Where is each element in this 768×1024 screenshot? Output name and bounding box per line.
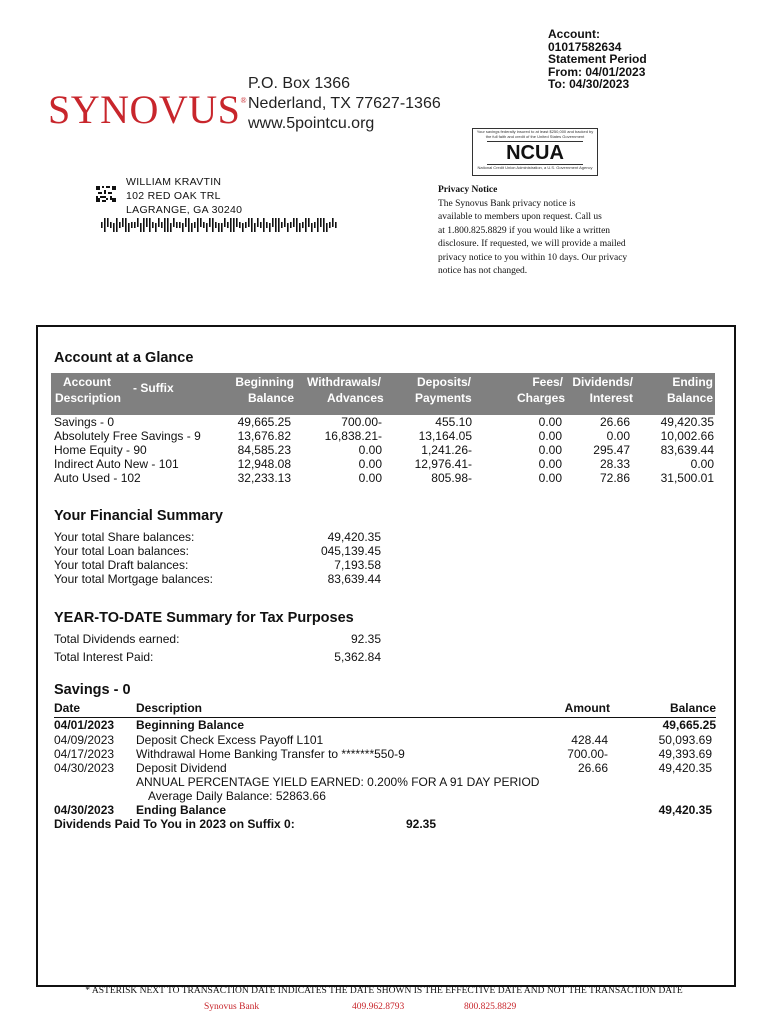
glance-cell-dividends: 72.86	[599, 471, 630, 485]
glance-cell-withdrawals: 0.00	[358, 471, 382, 485]
glance-row	[54, 471, 716, 485]
bank-website[interactable]: www.5pointcu.org	[248, 115, 375, 132]
glance-cell-ending: 10,002.66	[660, 429, 714, 443]
beginning-balance: 49,665.25	[662, 718, 716, 732]
glance-cell-fees: 0.00	[538, 457, 562, 471]
transaction-amount: 700.00-	[567, 747, 608, 761]
col-suffix: - Suffix	[133, 381, 174, 395]
glance-cell-withdrawals: 0.00	[358, 457, 382, 471]
savings-col-amount: Amount	[564, 701, 610, 715]
transaction-row	[54, 761, 716, 775]
financial-summary-value: 7,193.58	[334, 558, 381, 572]
glance-cell-beginning: 49,665.25	[237, 415, 291, 429]
glance-cell-beginning: 32,233.13	[237, 471, 291, 485]
glance-row	[54, 429, 716, 443]
glance-cell-deposits: 805.98-	[431, 471, 472, 485]
transaction-balance: 49,420.35	[658, 761, 712, 775]
col-beginning-1: Beginning	[235, 375, 294, 389]
privacy-title: Privacy Notice	[438, 185, 498, 195]
glance-cell-name: Savings - 0	[54, 415, 115, 429]
member-address	[126, 175, 242, 217]
transaction-description: Deposit Dividend	[136, 761, 227, 775]
account-header	[548, 28, 647, 91]
financial-summary-value: 49,420.35	[327, 530, 381, 544]
glance-cell-deposits: 455.10	[435, 415, 472, 429]
footer-phone-tollfree[interactable]: 800.825.8829	[464, 1002, 517, 1012]
financial-summary-row	[54, 572, 716, 586]
ytd-label: Total Interest Paid:	[54, 650, 154, 664]
ytd-row	[54, 650, 716, 664]
financial-summary-row	[54, 558, 716, 572]
glance-cell-dividends: 28.33	[599, 457, 630, 471]
privacy-line: available to members upon request. Call us	[438, 212, 602, 222]
glance-cell-ending: 83,639.44	[660, 443, 714, 457]
glance-cell-name: Home Equity - 90	[54, 443, 147, 457]
privacy-line: disclosure. If requested, we will provide a mailed	[438, 239, 626, 249]
col-ending-2: Balance	[666, 391, 713, 405]
beginning-balance-row	[54, 718, 716, 732]
glance-cell-dividends: 295.47	[593, 443, 630, 457]
ending-date: 04/30/2023	[54, 803, 115, 817]
glance-cell-deposits: 12,976.41-	[414, 457, 472, 471]
privacy-notice	[438, 184, 658, 279]
privacy-line: The Synovus Bank privacy notice is	[438, 198, 576, 209]
savings-header-row	[54, 701, 716, 715]
financial-summary-label: Your total Draft balances:	[54, 558, 189, 572]
transaction-balance: 49,393.69	[658, 747, 712, 761]
glance-cell-dividends: 0.00	[606, 429, 630, 443]
glance-cell-beginning: 12,948.08	[237, 457, 291, 471]
col-beginning-2: Balance	[247, 391, 294, 405]
glance-cell-withdrawals: 16,838.21-	[324, 429, 382, 443]
bank-address	[248, 74, 441, 134]
glance-cell-beginning: 13,676.82	[237, 429, 291, 443]
transaction-description: Withdrawal Home Banking Transfer to *******550-9	[136, 747, 405, 761]
ncua-logo: NCUA	[487, 141, 583, 165]
glance-cell-dividends: 26.66	[599, 415, 630, 429]
member-city: LAGRANGE, GA 30240	[126, 204, 243, 216]
financial-summary-label: Your total Loan balances:	[54, 544, 189, 558]
qr-code-icon	[96, 186, 116, 202]
glance-cell-withdrawals: 700.00-	[341, 415, 382, 429]
savings-col-date: Date	[54, 701, 81, 715]
glance-row	[54, 443, 716, 457]
col-fees-2: Charges	[516, 391, 565, 405]
footer-bank-name: Synovus Bank	[204, 1002, 260, 1012]
privacy-line: notice has not changed.	[438, 266, 528, 276]
col-deposits-1: Deposits/	[417, 375, 472, 389]
dividends-paid-label: Dividends Paid To You in 2023 on Suffix 0:	[54, 817, 295, 831]
transaction-amount: 26.66	[577, 761, 608, 775]
period-from: From: 04/01/2023	[548, 64, 646, 79]
col-account: Account	[63, 375, 111, 389]
glance-cell-name: Absolutely Free Savings - 9	[54, 429, 201, 443]
member-name: WILLIAM KRAVTIN	[126, 176, 222, 188]
transaction-date: 04/09/2023	[54, 733, 115, 747]
glance-cell-deposits: 13,164.05	[418, 429, 472, 443]
glance-cell-fees: 0.00	[538, 429, 562, 443]
account-label: Account:	[548, 27, 600, 41]
transaction-row	[54, 747, 716, 761]
ending-balance: 49,420.35	[658, 803, 712, 817]
glance-cell-fees: 0.00	[538, 415, 562, 429]
glance-cell-fees: 0.00	[538, 443, 562, 457]
transaction-balance: 50,093.69	[658, 733, 712, 747]
footer-phone-local[interactable]: 409.962.8793	[352, 1002, 405, 1012]
privacy-line: privacy notice to you within 10 days. Our privacy	[438, 252, 628, 263]
savings-col-balance: Balance	[669, 701, 716, 715]
ending-label: Ending Balance	[136, 803, 227, 817]
financial-summary-value: 045,139.45	[320, 544, 381, 558]
glance-cell-ending: 0.00	[690, 457, 714, 471]
ytd-label: Total Dividends earned:	[54, 632, 180, 646]
avg-balance-line: Average Daily Balance: 52863.66	[148, 789, 326, 803]
glance-cell-deposits: 1,241.26-	[421, 443, 472, 457]
financial-summary-label: Your total Mortgage balances:	[54, 572, 213, 586]
glance-cell-fees: 0.00	[538, 471, 562, 485]
postal-barcode-icon	[100, 218, 344, 232]
glance-cell-ending: 49,420.35	[660, 415, 714, 429]
transaction-date: 04/30/2023	[54, 761, 115, 775]
beginning-date: 04/01/2023	[54, 718, 115, 732]
glance-row	[54, 457, 716, 471]
po-box: P.O. Box 1366	[248, 75, 350, 92]
glance-cell-name: Auto Used - 102	[54, 471, 141, 485]
transaction-row	[54, 733, 716, 747]
col-withdrawals-2: Advances	[327, 391, 384, 405]
col-deposits-2: Payments	[415, 391, 472, 405]
beginning-label: Beginning Balance	[136, 718, 245, 732]
col-description: Description	[55, 391, 122, 405]
ncua-badge	[472, 128, 598, 176]
ytd-value: 92.35	[350, 632, 381, 646]
period-to: To: 04/30/2023	[548, 77, 630, 91]
col-ending-1: Ending	[672, 375, 713, 389]
financial-summary-row	[54, 544, 716, 558]
glance-cell-ending: 31,500.01	[660, 471, 714, 485]
ytd-value: 5,362.84	[334, 650, 381, 664]
savings-col-description: Description	[136, 701, 203, 715]
financial-summary-row	[54, 530, 716, 544]
statement-period-label: Statement Period	[548, 52, 647, 66]
asterisk-note: * ASTERISK NEXT TO TRANSACTION DATE INDICATES THE DATE SHOWN IS THE EFFECTIVE DATE AND NOT THE TRANSACTION DATE	[85, 986, 683, 996]
ytd-row	[54, 632, 716, 646]
bank-city: Nederland, TX 77627-1366	[248, 95, 441, 112]
logo-text: SYNOVUS	[48, 87, 241, 132]
apy-line: ANNUAL PERCENTAGE YIELD EARNED: 0.200% FOR A 91 DAY PERIOD	[136, 775, 540, 789]
col-dividends-2: Interest	[589, 391, 633, 405]
synovus-logo	[48, 86, 247, 133]
col-withdrawals-1: Withdrawals/	[307, 375, 381, 389]
dividends-paid-row	[54, 817, 716, 831]
ncua-top-text: Your savings federally insured to at least $250,000 and backed by the full faith and credit of the United States Government	[476, 129, 594, 139]
ytd-title: YEAR-TO-DATE Summary for Tax Purposes	[54, 610, 354, 626]
glance-cell-name: Indirect Auto New - 101	[54, 457, 179, 471]
dividends-paid-value: 92.35	[405, 817, 436, 831]
col-dividends-1: Dividends/	[572, 375, 633, 389]
ncua-bottom-text: National Credit Union Administration, a U.S. Government Agency	[477, 165, 593, 170]
glance-cell-beginning: 84,585.23	[237, 443, 291, 457]
col-fees-1: Fees/	[532, 375, 563, 389]
glance-header-bar	[51, 373, 715, 415]
financial-summary-title: Your Financial Summary	[54, 508, 223, 524]
transaction-date: 04/17/2023	[54, 747, 115, 761]
transaction-description: Deposit Check Excess Payoff L101	[136, 733, 324, 747]
ending-balance-row	[54, 803, 716, 817]
transaction-amount: 428.44	[571, 733, 608, 747]
account-number: 01017582634	[548, 39, 622, 54]
glance-cell-withdrawals: 0.00	[358, 443, 382, 457]
apy-line-row	[54, 775, 716, 789]
savings-title: Savings - 0	[54, 682, 131, 698]
financial-summary-label: Your total Share balances:	[54, 530, 195, 544]
registered-mark: ®	[240, 96, 248, 105]
privacy-line: at 1.800.825.8829 if you would like a written	[438, 225, 611, 236]
financial-summary-value: 83,639.44	[327, 572, 381, 586]
avg-balance-row	[54, 789, 716, 803]
glance-row	[54, 415, 716, 429]
glance-title: Account at a Glance	[54, 350, 194, 366]
member-street: 102 RED OAK TRL	[126, 190, 221, 202]
